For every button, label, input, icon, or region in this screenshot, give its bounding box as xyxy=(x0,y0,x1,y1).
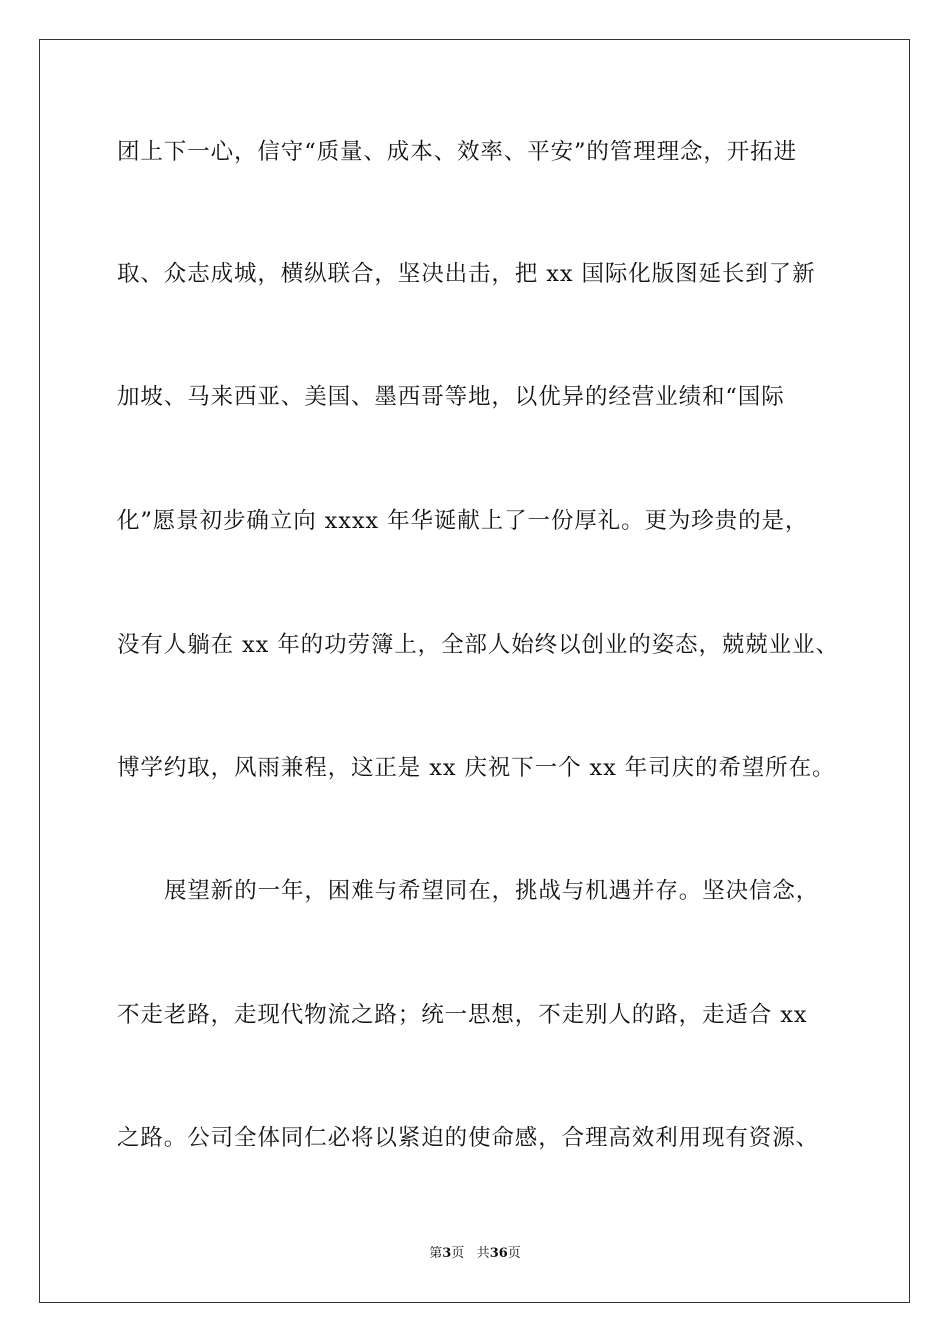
total-prefix: 共 xyxy=(476,1246,490,1261)
body-text-line-2: 取、众志成城，横纵联合，坚决出击，把 xx 国际化版图延长到了新 xyxy=(117,261,816,287)
total-pages: 36 xyxy=(489,1246,508,1261)
body-text-line-8: 不走老路，走现代物流之路；统一思想，不走别人的路，走适合 xx xyxy=(117,1002,808,1028)
body-text-line-3: 加坡、马来西亚、美国、墨西哥等地，以优异的经营业绩和“国际 xyxy=(117,384,785,410)
body-text-line-6: 博学约取，风雨兼程，这正是 xx 庆祝下一个 xx 年司庆的希望所在。 xyxy=(117,755,836,781)
page-prefix: 第 xyxy=(429,1246,443,1261)
body-text-line-5: 没有人躺在 xx 年的功劳簿上，全部人始终以创业的姿态，兢兢业业、 xyxy=(117,632,839,658)
page-suffix: 页 xyxy=(451,1246,465,1261)
body-text-line-1: 团上下一心，信守“质量、成本、效率、平安”的管理理念，开拓进 xyxy=(117,139,798,165)
page-border xyxy=(39,39,910,1303)
total-suffix: 页 xyxy=(507,1246,521,1261)
body-text-line-9: 之路。公司全体同仁必将以紧迫的使命感，合理高效利用现有资源、 xyxy=(117,1125,820,1151)
page-footer xyxy=(0,1245,950,1263)
body-text-line-4: 化”愿景初步确立向 xxxx 年华诞献上了一份厚礼。更为珍贵的是， xyxy=(117,508,809,534)
paragraph-start-line: 展望新的一年，困难与希望同在，挑战与机遇并存。坚决信念， xyxy=(164,878,820,904)
page-number: 3 xyxy=(442,1246,452,1261)
